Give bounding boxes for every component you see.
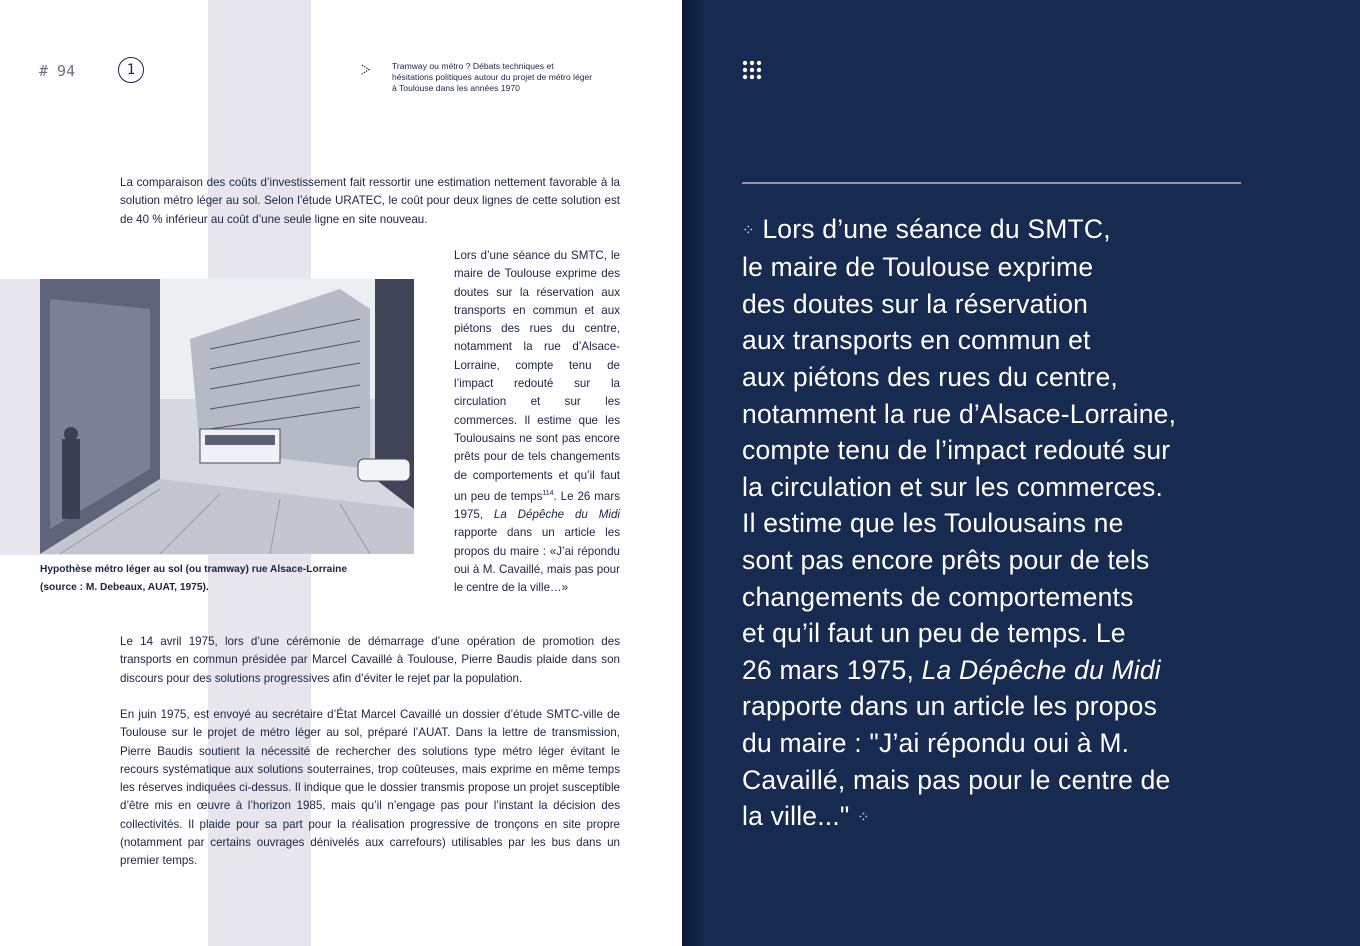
- chapter-number: 1: [126, 62, 136, 78]
- quote-line: la circulation et sur les commerces.: [742, 471, 1164, 502]
- newspaper-title: La Dépêche du Midi: [493, 508, 621, 522]
- quote-close-mark: ⁘: [857, 808, 870, 826]
- quote-line: sont pas encore prêts pour de tels: [742, 545, 1150, 576]
- pull-quote: [742, 211, 1282, 837]
- paragraph-smtc-session-end: rapporte dans un article les propos du maire : «J’ai répondu oui à M. Cavaillé, mais pas pour le centre de la ville…»: [454, 526, 620, 595]
- paragraph-smtc-session-date: . Le 26 mars 1975,: [454, 489, 620, 522]
- quote-line: Il estime que les Toulousains ne: [742, 508, 1124, 539]
- gutter-shadow: [682, 0, 704, 946]
- right-page: [682, 0, 1360, 946]
- quote-open-mark: ⁘: [742, 221, 755, 239]
- footnote-reference: 114: [542, 489, 554, 497]
- quote-line: 26 mars 1975,: [742, 654, 922, 685]
- quote-line: notamment la rue d’Alsace-Lorraine,: [742, 398, 1177, 429]
- quote-line: rapporte dans un article les propos: [742, 691, 1158, 722]
- paragraph-smtc-session-text: Lors d’une séance du SMTC, le maire de Toulouse exprime des doutes sur la réservation aux transports en commun et aux piétons des rues du centre, notamment la rue d’Alsace-Lorraine, compte tenu de l’impact redouté sur la circulation et sur les commerces. Il estime que les Toulousains ne sont pas encore prêts pour de tels changements de comportements et qu’il faut un peu de temps: [454, 249, 620, 503]
- quote-line: Cavaillé, mais pas pour le centre de: [742, 764, 1171, 795]
- running-head: Tramway ou métro ? Débats techniques et hésitations politiques autour du projet de métro léger à Toulouse dans les années 1970: [392, 61, 593, 94]
- quote-line: aux transports en commun et: [742, 325, 1091, 356]
- quote-line: compte tenu de l’impact redouté sur: [742, 435, 1171, 466]
- quote-line: la ville...": [742, 801, 850, 832]
- historical-illustration-image: [40, 279, 414, 554]
- image-caption: Hypothèse métro léger au sol (ou tramway) rue Alsace-Lorraine (source : M. Debeaux, AUAT, 1975).: [40, 564, 348, 593]
- quote-line: aux piétons des rues du centre,: [742, 362, 1118, 393]
- arrow-right-icon: [361, 64, 371, 78]
- chapter-circle-icon: [118, 57, 144, 83]
- paragraph-june-dossier: En juin 1975, est envoyé au secrétaire d’État Marcel Cavaillé un dossier d’étude SMTC-ville de Toulouse sur le projet de métro léger au sol, préparé l’AUAT. Dans la lettre de transmission, Pierre Baudis soutient la nécessité de rechercher des solutions type métro léger évitant le recours systématique aux solutions souterraines, trop coûteuses, mais exprime en même temps les réserves indiquées ci-dessus. Il indique que le dossier transmis propose un projet susceptible d’être mis en œuvre à l’horizon 1985, mais qu’il n’engage pas pour l’instant la décision des collectivités. Il plaide pour sa part pour la réalisation progressive de tronçons en site propre (notamment par certains ouvrages dénivelés aux carrefours) utilisables par les bus dans un premier temps.: [120, 708, 620, 868]
- quote-line: et qu’il faut un peu de temps. Le: [742, 618, 1126, 649]
- quote-line: Lors d’une séance du SMTC,: [762, 214, 1111, 244]
- grid-dots-icon: [742, 60, 762, 80]
- paragraph-smtc-session: [454, 247, 620, 598]
- quote-line: le maire de Toulouse exprime: [742, 252, 1094, 283]
- paragraph-april-ceremony: Le 14 avril 1975, lors d’une cérémonie de démarrage d’une opération de promotion des transports en commun présidée par Marcel Cavaillé à Toulouse, Pierre Baudis plaide dans son discours pour des solutions progressives afin d’éviter le rejet par la population.: [120, 635, 620, 685]
- quote-line: du maire : "J’ai répondu oui à M.: [742, 728, 1130, 759]
- divider-rule: [742, 182, 1241, 184]
- quote-newspaper-title: La Dépêche du Midi: [921, 654, 1161, 685]
- quote-line: des doutes sur la réservation: [742, 288, 1089, 319]
- page-number: # 94: [39, 62, 76, 80]
- quote-line: changements de comportements: [742, 581, 1134, 612]
- paragraph-cost-comparison: La comparaison des coûts d’investissement fait ressortir une estimation nettement favorable à la solution métro léger au sol. Selon l’étude URATEC, le coût pour deux lignes de cette solution est de 40 % inférieur au coût d’une seule ligne en site nouveau.: [120, 176, 620, 226]
